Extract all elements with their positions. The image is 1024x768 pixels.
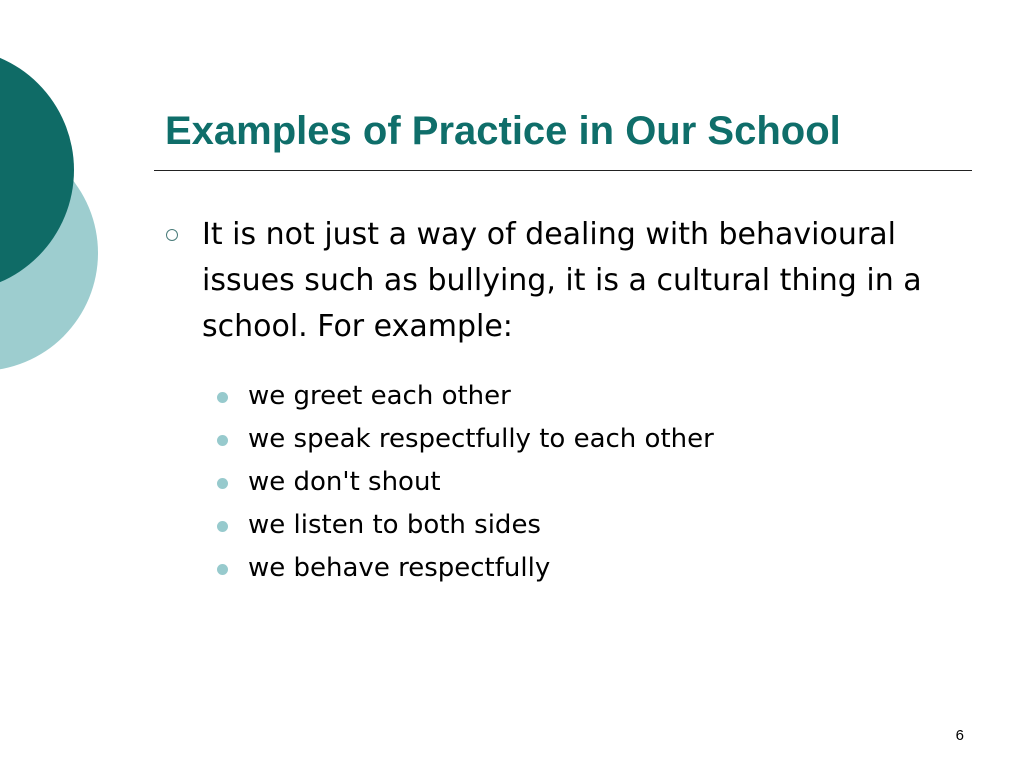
- list-item-text: we listen to both sides: [248, 510, 541, 540]
- bullet-dot-icon: [217, 392, 228, 403]
- list-item: [217, 419, 714, 462]
- page-number: 6: [955, 727, 964, 744]
- list-item: [217, 462, 714, 505]
- list-item: [217, 505, 714, 548]
- list-item-text: we behave respectfully: [248, 553, 551, 583]
- bullet-dot-icon: [217, 521, 228, 532]
- list-item-text: we greet each other: [248, 381, 511, 411]
- bullet-dot-icon: [217, 478, 228, 489]
- main-bullet: [166, 212, 966, 350]
- bullet-dot-icon: [217, 564, 228, 575]
- sub-bullet-list: [217, 376, 714, 591]
- list-item-text: we speak respectfully to each other: [248, 424, 714, 454]
- title-divider: [154, 170, 972, 171]
- hollow-circle-bullet-icon: [166, 229, 178, 241]
- list-item: [217, 548, 714, 591]
- list-item-text: we don't shout: [248, 467, 441, 497]
- decorative-circles: [0, 0, 110, 410]
- list-item: [217, 376, 714, 419]
- bullet-dot-icon: [217, 435, 228, 446]
- main-bullet-text: It is not just a way of dealing with behavioural issues such as bullying, it is a cultural thing in a school. For example:: [202, 217, 922, 344]
- slide-title: Examples of Practice in Our School: [165, 109, 841, 153]
